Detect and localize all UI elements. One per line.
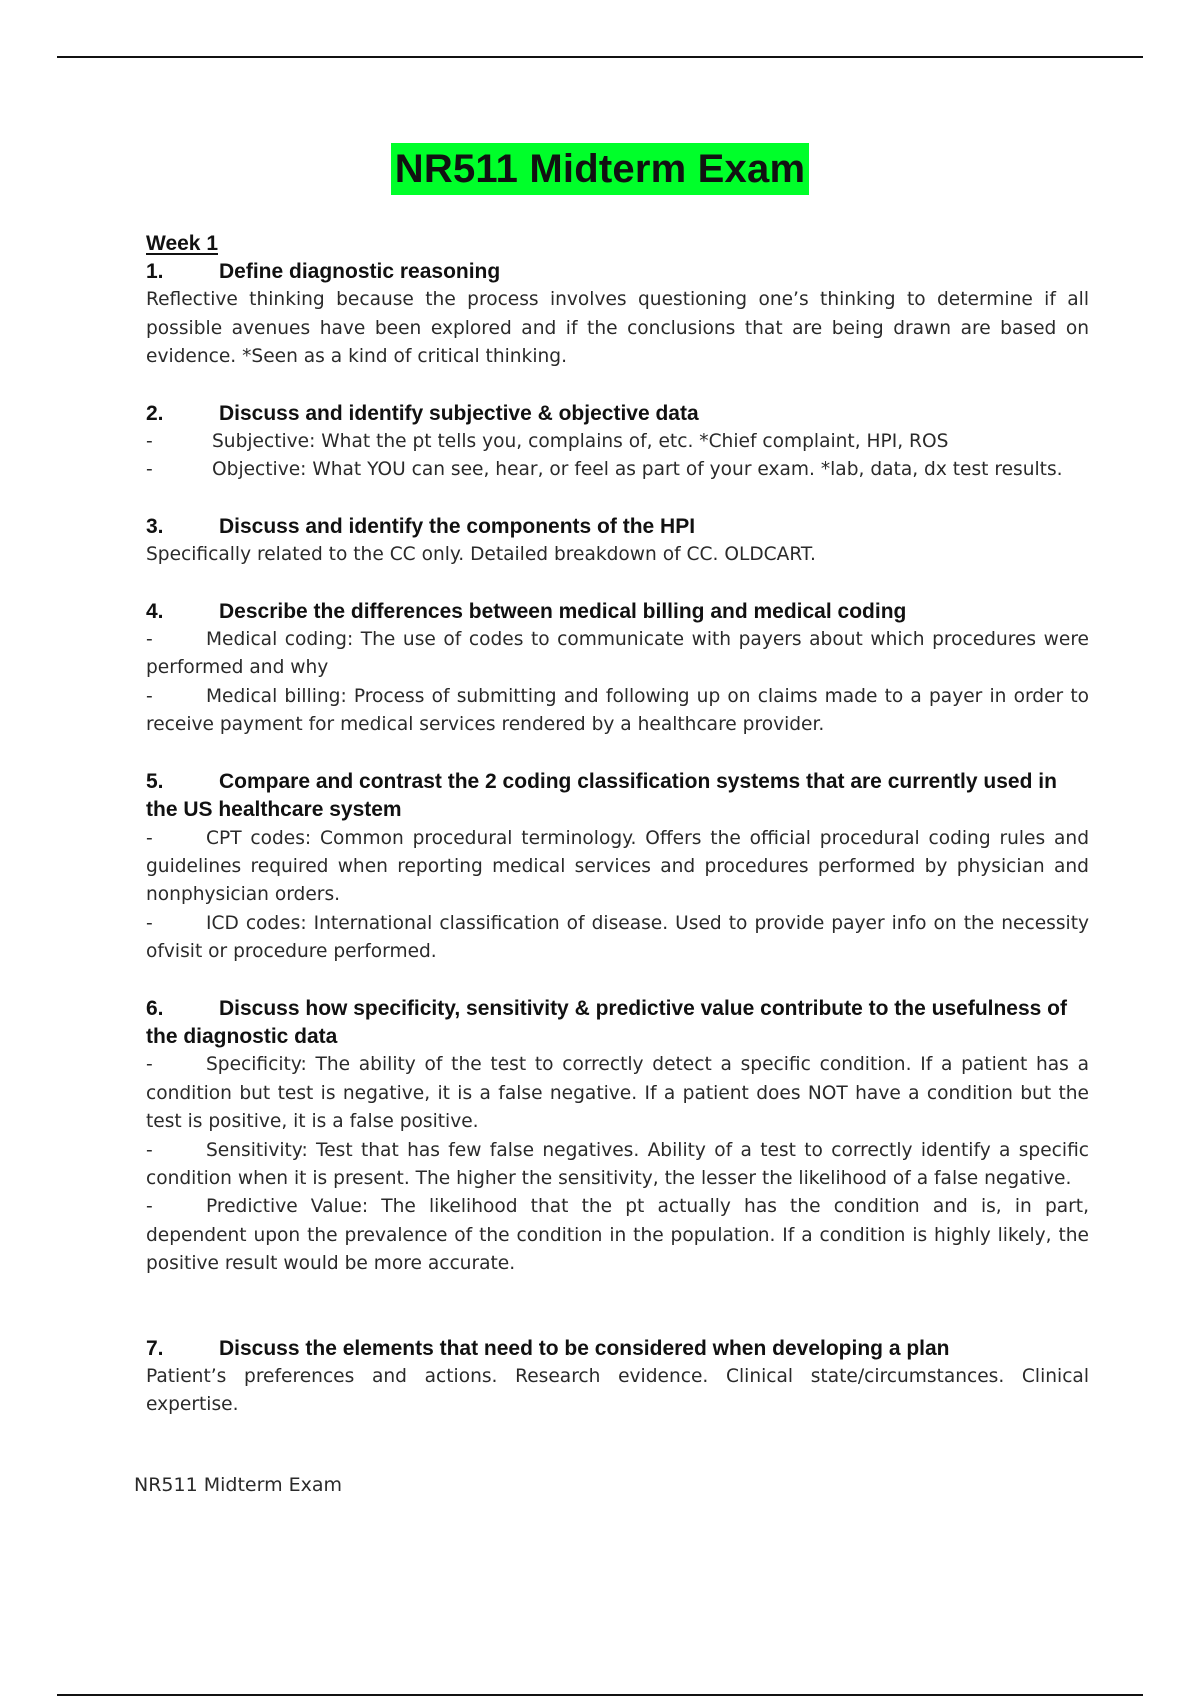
question-text: Discuss and identify the components of the HPI xyxy=(219,514,696,538)
answer-paragraph: Reflective thinking because the process involves questioning one’s thinking to determine if all possible avenues have been explored and if the conclusions that are being drawn are based on evidence. *Seen as a kind of critical thinking. xyxy=(146,289,1089,368)
question-6 xyxy=(146,995,1089,1052)
question-number: 3. xyxy=(146,514,164,538)
answer-paragraph: Patient’s preferences and actions. Research evidence. Clinical state/circumstances. Clinical expertise. xyxy=(146,1366,1089,1416)
question-number: 2. xyxy=(146,401,164,425)
question-5 xyxy=(146,768,1089,825)
question-text: Compare and contrast the 2 coding classification systems that are currently used in the US healthcare system xyxy=(146,769,1057,822)
question-2 xyxy=(146,400,1089,428)
page-title: NR511 Midterm Exam xyxy=(391,143,809,195)
week-heading: Week 1 xyxy=(146,232,218,255)
list-item xyxy=(146,428,1089,456)
document-body xyxy=(146,230,1089,1420)
top-rule xyxy=(57,56,1143,58)
question-number: 7. xyxy=(146,1336,164,1360)
bullet-dash: - xyxy=(146,1139,153,1161)
list-item xyxy=(146,910,1089,967)
answer-paragraph: Specifically related to the CC only. Detailed breakdown of CC. OLDCART. xyxy=(146,544,816,566)
question-text: Discuss and identify subjective & objective data xyxy=(219,401,699,425)
bullet-dash: - xyxy=(146,1054,153,1076)
question-3 xyxy=(146,513,1089,541)
bullet-dash: - xyxy=(146,685,153,707)
bullet-text: Subjective: What the pt tells you, complains of, etc. *Chief complaint, HPI, ROS xyxy=(212,431,949,453)
bullet-text: Medical coding: The use of codes to communicate with payers about which procedures were performed and why xyxy=(146,629,1089,679)
bullet-text: Medical billing: Process of submitting and following up on claims made to a payer in order to receive payment for medical services rendered by a healthcare provider. xyxy=(146,685,1089,736)
question-text: Define diagnostic reasoning xyxy=(219,260,501,283)
bullet-dash: - xyxy=(146,827,153,849)
bullet-dash: - xyxy=(146,431,153,453)
bullet-dash: - xyxy=(146,629,153,651)
list-item xyxy=(146,683,1089,740)
bullet-text: Predictive Value: The likelihood that the pt actually has the condition and is, in part, dependent upon the prevalence of the condition in the population. If a condition is highly likely, the positive result would be more accurate. xyxy=(146,1196,1089,1275)
question-7 xyxy=(146,1335,1089,1363)
list-item xyxy=(146,825,1089,910)
bullet-text: CPT codes: Common procedural terminology. Offers the official procedural coding rules and guidelines required when reporting medical services and procedures performed by physician and nonphysician orders. xyxy=(146,827,1089,906)
page-footer: NR511 Midterm Exam xyxy=(134,1474,343,1496)
question-number: 6. xyxy=(146,996,164,1020)
list-item xyxy=(146,1051,1089,1136)
list-item xyxy=(146,626,1089,683)
question-text: Describe the differences between medical billing and medical coding xyxy=(219,599,907,623)
bottom-rule xyxy=(57,1694,1143,1696)
bullet-dash: - xyxy=(146,912,153,934)
bullet-text: Objective: What YOU can see, hear, or feel as part of your exam. *lab, data, dx test results. xyxy=(212,459,1063,481)
bullet-text: Sensitivity: Test that has few false negatives. Ability of a test to correctly identify a specific condition when it is present. The higher the sensitivity, the lesser the likelihood of a false negative. xyxy=(146,1139,1089,1189)
question-number: 1. xyxy=(146,260,164,283)
question-1 xyxy=(146,258,1089,286)
question-number: 4. xyxy=(146,599,164,623)
list-item xyxy=(146,456,1089,484)
question-number: 5. xyxy=(146,769,164,793)
bullet-dash: - xyxy=(146,1196,153,1218)
question-4 xyxy=(146,598,1089,626)
question-text: Discuss the elements that need to be considered when developing a plan xyxy=(219,1336,950,1360)
bullet-text: Specificity: The ability of the test to correctly detect a specific condition. If a patient has a condition but test is negative, it is a false negative. If a patient does NOT have a condition but the test is positive, it is a false positive. xyxy=(146,1054,1089,1133)
question-text: Discuss how specificity, sensitivity & predictive value contribute to the usefulness of the diagnostic data xyxy=(146,996,1067,1048)
bullet-text: ICD codes: International classification of disease. Used to provide payer info on the necessity ofvisit or procedure performed. xyxy=(146,912,1089,963)
title-wrap xyxy=(0,143,1200,195)
bullet-dash: - xyxy=(146,459,153,481)
list-item xyxy=(146,1137,1089,1194)
list-item xyxy=(146,1193,1089,1278)
